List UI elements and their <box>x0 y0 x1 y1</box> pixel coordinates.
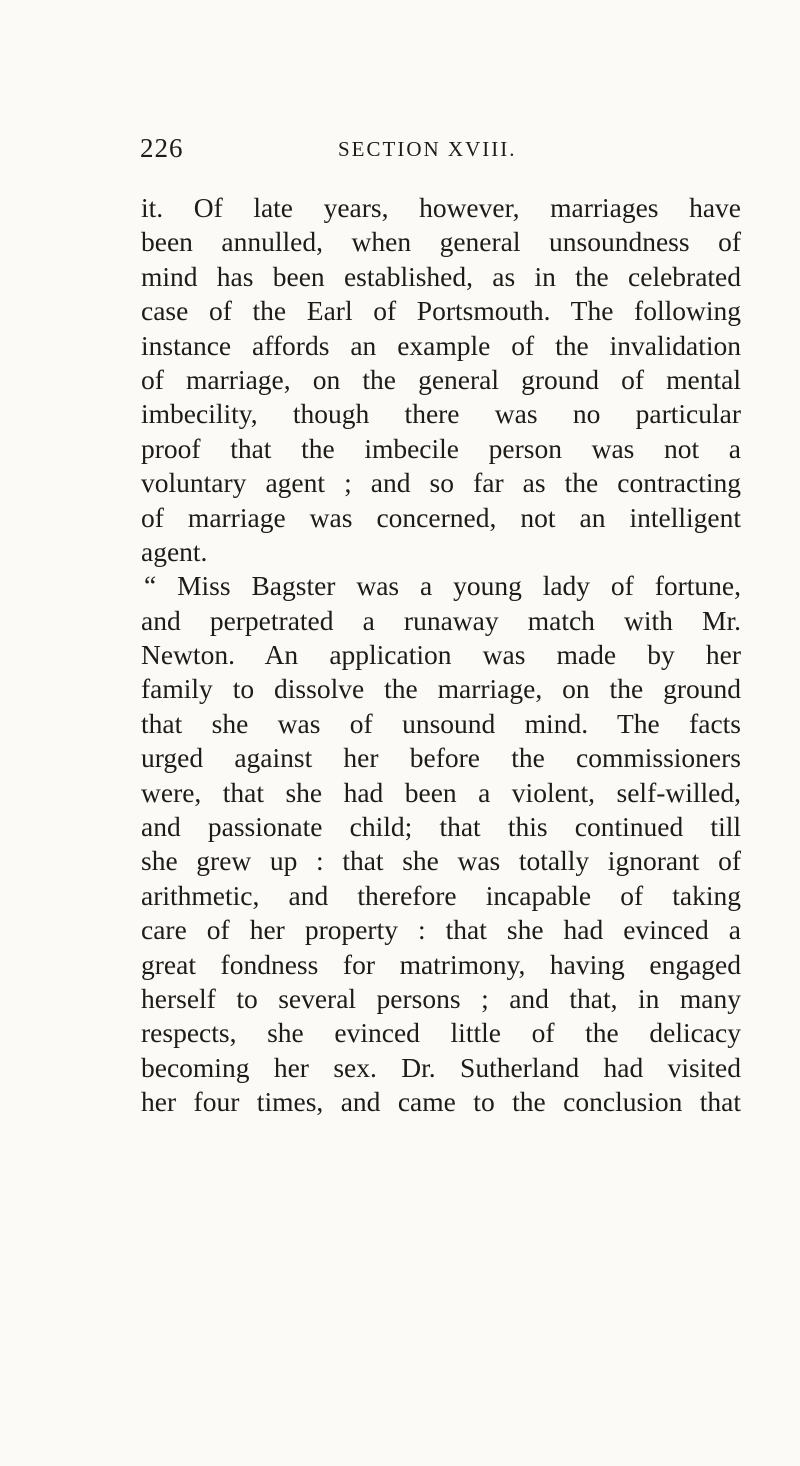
text-line: that she was of unsound mind. The facts <box>141 707 741 739</box>
text-line: proof that the imbecile person was not a <box>141 432 741 464</box>
text-line: urged against her before the commissioners <box>141 742 741 774</box>
running-head: SECTION XVIII. <box>338 137 517 161</box>
text-line: great fondness for matrimony, having engaged <box>141 948 741 980</box>
text-line: Newton. An application was made by her <box>141 639 741 671</box>
page-number: 226 <box>140 133 184 163</box>
text-line: respects, she evinced little of the delicacy <box>141 1017 741 1049</box>
text-line: voluntary agent ; and so far as the contracting <box>141 467 741 499</box>
text-line: of marriage, on the general ground of mental <box>141 363 741 395</box>
text-line: mind has been established, as in the celebrated <box>141 260 741 292</box>
paragraph-end-line: agent. <box>141 535 208 567</box>
text-line: her four times, and came to the conclusion that <box>141 1086 741 1118</box>
text-line: and passionate child; that this continued till <box>141 811 741 843</box>
text-line: arithmetic, and therefore incapable of taking <box>141 879 741 911</box>
text-line: were, that she had been a violent, self-willed, <box>141 776 741 808</box>
text-line: herself to several persons ; and that, in many <box>141 982 741 1014</box>
quote-start-line: “ Miss Bagster was a young lady of fortune, <box>144 570 741 602</box>
text-line: imbecility, though there was no particular <box>141 398 741 430</box>
text-line: she grew up : that she was totally ignorant of <box>141 845 741 877</box>
page-header <box>140 133 740 169</box>
text-line: care of her property : that she had evinced a <box>141 914 741 946</box>
text-line: of marriage was concerned, not an intelligent <box>141 501 741 533</box>
text-line: becoming her sex. Dr. Sutherland had visited <box>141 1051 741 1083</box>
text-line: family to dissolve the marriage, on the ground <box>141 673 741 705</box>
text-line: been annulled, when general unsoundness of <box>141 226 741 258</box>
text-line: and perpetrated a runaway match with Mr. <box>141 604 741 636</box>
text-line: instance affords an example of the invalidation <box>141 329 741 361</box>
text-line: case of the Earl of Portsmouth. The following <box>141 295 741 327</box>
body-text <box>141 191 741 1120</box>
text-line: it. Of late years, however, marriages have <box>141 192 741 223</box>
